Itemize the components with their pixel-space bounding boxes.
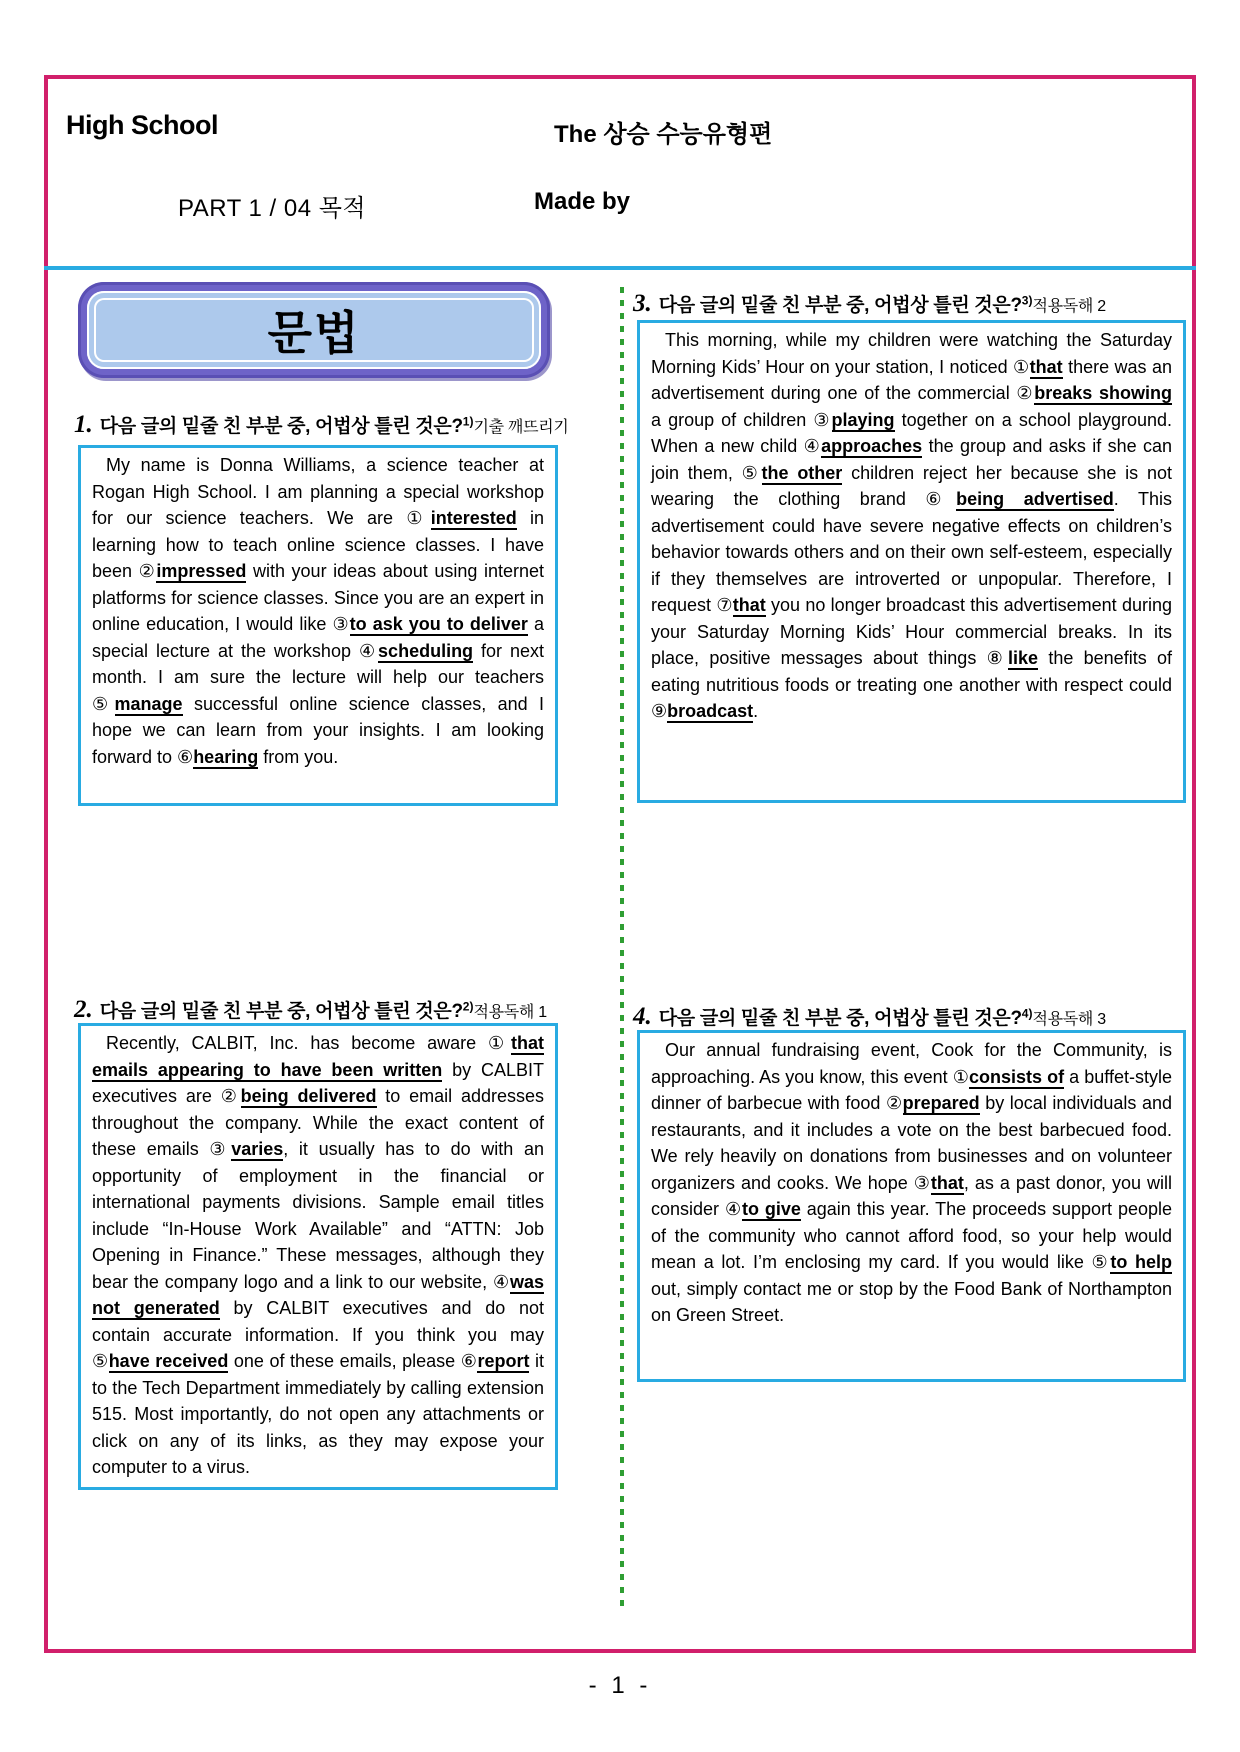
underlined-phrase: to give <box>741 1199 801 1219</box>
question-4-header <box>633 1003 1106 1031</box>
underlined-phrase: varies <box>231 1139 284 1159</box>
underlined-phrase: scheduling <box>378 640 474 661</box>
circled-number: ⑥ <box>177 746 194 767</box>
question-3-prompt: 다음 글의 밑줄 친 부분 중, 어법상 틀린 것은? <box>658 295 1022 316</box>
circled-number: ① <box>952 1066 969 1087</box>
underlined-phrase: like <box>1008 648 1039 668</box>
question-4-number: 4. <box>633 1003 652 1030</box>
question-4-source-tag: 적용독해 3 <box>1032 1011 1106 1028</box>
circled-number: ⑧ <box>986 648 1009 668</box>
circled-number: ⑤ <box>92 1351 109 1371</box>
circled-number: ⑤ <box>741 462 762 483</box>
underlined-phrase: hearing <box>193 746 259 767</box>
underlined-phrase: prepared <box>902 1093 980 1113</box>
circled-number: ④ <box>492 1271 510 1292</box>
question-4-prompt: 다음 글의 밑줄 친 부분 중, 어법상 틀린 것은? <box>658 1008 1022 1029</box>
circled-number: ② <box>220 1086 241 1106</box>
question-4-passage-box: Our annual fundraising event, Cook for the Community, is approaching. As you know, this event ①consists of a buffet-style dinner of barbecue with food ②prepared by local individuals and restaurants, and it includes a vote on the best barbecued food. We rely heavily on donations from businesses and on volunteer organizers and cooks. We hope ③that, as a past donor, you will consider ④to give again this year. The proceeds support people of the community who cannot afford food, so your help would mean a lot. I’m enclosing my card. If you would like ⑤to help out, simply contact me or stop by the Food Bank of Northampton on Green Street. <box>637 1030 1186 1382</box>
question-3-source-tag: 적용독해 2 <box>1032 298 1106 315</box>
underlined-phrase: approaches <box>821 436 923 456</box>
section-title-inner-panel <box>87 291 541 369</box>
circled-number: ④ <box>358 640 379 661</box>
underlined-phrase: playing <box>831 409 895 430</box>
question-3-footnote-marker: 3) <box>1021 293 1033 308</box>
underlined-phrase: consists of <box>968 1066 1065 1087</box>
circled-number: ④ <box>803 436 822 456</box>
circled-number: ② <box>885 1093 903 1113</box>
circled-number: ③ <box>913 1172 931 1193</box>
circled-number: ④ <box>724 1199 742 1219</box>
underlined-phrase: being delivered <box>240 1086 377 1106</box>
question-3-number: 3. <box>633 290 652 317</box>
question-1-header <box>74 411 569 439</box>
circled-number: ① <box>1013 356 1030 377</box>
question-2-footnote-marker: 2) <box>462 999 474 1014</box>
underlined-phrase: was not generated <box>92 1271 544 1318</box>
question-2-number: 2. <box>74 996 93 1023</box>
underlined-phrase: that <box>732 595 766 615</box>
question-2-source-tag: 적용독해 1 <box>473 1004 547 1021</box>
question-3-header <box>633 290 1106 318</box>
section-title: 문법 <box>267 307 361 359</box>
circled-number: ① <box>488 1033 511 1053</box>
underlined-phrase: that <box>1029 356 1063 377</box>
question-2-prompt: 다음 글의 밑줄 친 부분 중, 어법상 틀린 것은? <box>99 1001 463 1022</box>
header-divider-line <box>44 266 1196 270</box>
header-book-title: The 상승 수능유형편 <box>554 121 773 148</box>
question-2-passage-box: Recently, CALBIT, Inc. has become aware ①that emails appearing to have been written by CALBIT executives are ②being delivered to email addresses throughout the company. While the exact content of these emails ③varies, it usually has to do with an opportunity of employment in the financial or international payments divisions. Sample email titles include “In-House Work Available” and “ATTN: Job Opening in Finance.” These messages, although they bear the company logo and a link to our website, ④was not generated by CALBIT executives and do not contain accurate information. If you think you may ⑤have received one of these emails, please ⑥report it to the Tech Department immediately by calling extension 515. Most importantly, do not open any attachments or click on any of its links, as they may expose your computer to a virus. <box>78 1023 558 1490</box>
question-1-source-tag: 기출 깨뜨리기 <box>473 419 569 436</box>
underlined-phrase: manage <box>114 693 183 714</box>
underlined-phrase: report <box>477 1351 530 1371</box>
column-divider-dotted <box>620 287 624 1612</box>
underlined-phrase: that <box>930 1172 964 1193</box>
header-made-by-label: Made by <box>534 188 631 215</box>
page-number: - 1 - <box>588 1672 652 1699</box>
question-3-passage-box: This morning, while my children were watching the Saturday Morning Kids’ Hour on your station, I noticed ①that there was an advertisement during one of the commercial ②breaks showing a group of children ③playing together on a school playground. When a new child ④approaches the group and asks if she can join them, ⑤the other children reject her because she is not wearing the clothing brand ⑥being advertised. This advertisement could have severe negative effects on children’s behavior towards others and on their own self-esteem, especially if they themselves are introverted or unpopular. Therefore, I request ⑦that you no longer broadcast this advertisement during your Saturday Morning Kids’ Hour commercial breaks. In its place, positive messages about things ⑧like the benefits of eating nutritious foods or treating one another with respect could ⑨broadcast. <box>637 320 1186 803</box>
underlined-phrase: have received <box>108 1351 229 1371</box>
circled-number: ③ <box>332 614 350 634</box>
section-title-box <box>78 282 550 378</box>
circled-number: ⑥ <box>925 489 957 509</box>
question-1-number: 1. <box>74 411 93 438</box>
underlined-phrase: to help <box>1110 1252 1173 1272</box>
underlined-phrase: impressed <box>156 561 247 581</box>
circled-number: ③ <box>209 1139 232 1159</box>
underlined-phrase: the other <box>761 462 843 483</box>
circled-number: ③ <box>813 409 832 430</box>
underlined-phrase: broadcast <box>667 701 754 721</box>
header-school-title: High School <box>66 110 218 140</box>
header-part-label: PART 1 / 04 목적 <box>178 195 367 222</box>
underlined-phrase: that emails appearing to have been written <box>92 1033 544 1080</box>
circled-number: ⑨ <box>651 701 668 721</box>
circled-number: ② <box>138 561 157 581</box>
circled-number: ② <box>1016 383 1035 403</box>
circled-number: ⑤ <box>92 693 115 714</box>
question-1-prompt: 다음 글의 밑줄 친 부분 중, 어법상 틀린 것은? <box>99 416 463 437</box>
underlined-phrase: to ask you to deliver <box>349 614 528 634</box>
circled-number: ⑥ <box>460 1351 478 1371</box>
underlined-phrase: being advertised <box>956 489 1114 509</box>
question-4-footnote-marker: 4) <box>1021 1006 1033 1021</box>
circled-number: ⑦ <box>716 595 733 615</box>
question-1-footnote-marker: 1) <box>462 414 474 429</box>
question-1-passage-box: My name is Donna Williams, a science teacher at Rogan High School. I am planning a special workshop for our science teachers. We are ①interested in learning how to teach online science classes. I have been ②impressed with your ideas about using internet platforms for science classes. Since you are an expert in online education, I would like ③to ask you to deliver a special lecture at the workshop ④scheduling for next month. I am sure the lecture will help our teachers ⑤manage successful online science classes, and I hope we can learn from your insights. I am looking forward to ⑥hearing from you. <box>78 445 558 806</box>
circled-number: ① <box>406 508 431 528</box>
underlined-phrase: interested <box>430 508 517 528</box>
circled-number: ⑤ <box>1091 1252 1111 1272</box>
underlined-phrase: breaks showing <box>1034 383 1172 403</box>
question-2-header <box>74 996 547 1024</box>
